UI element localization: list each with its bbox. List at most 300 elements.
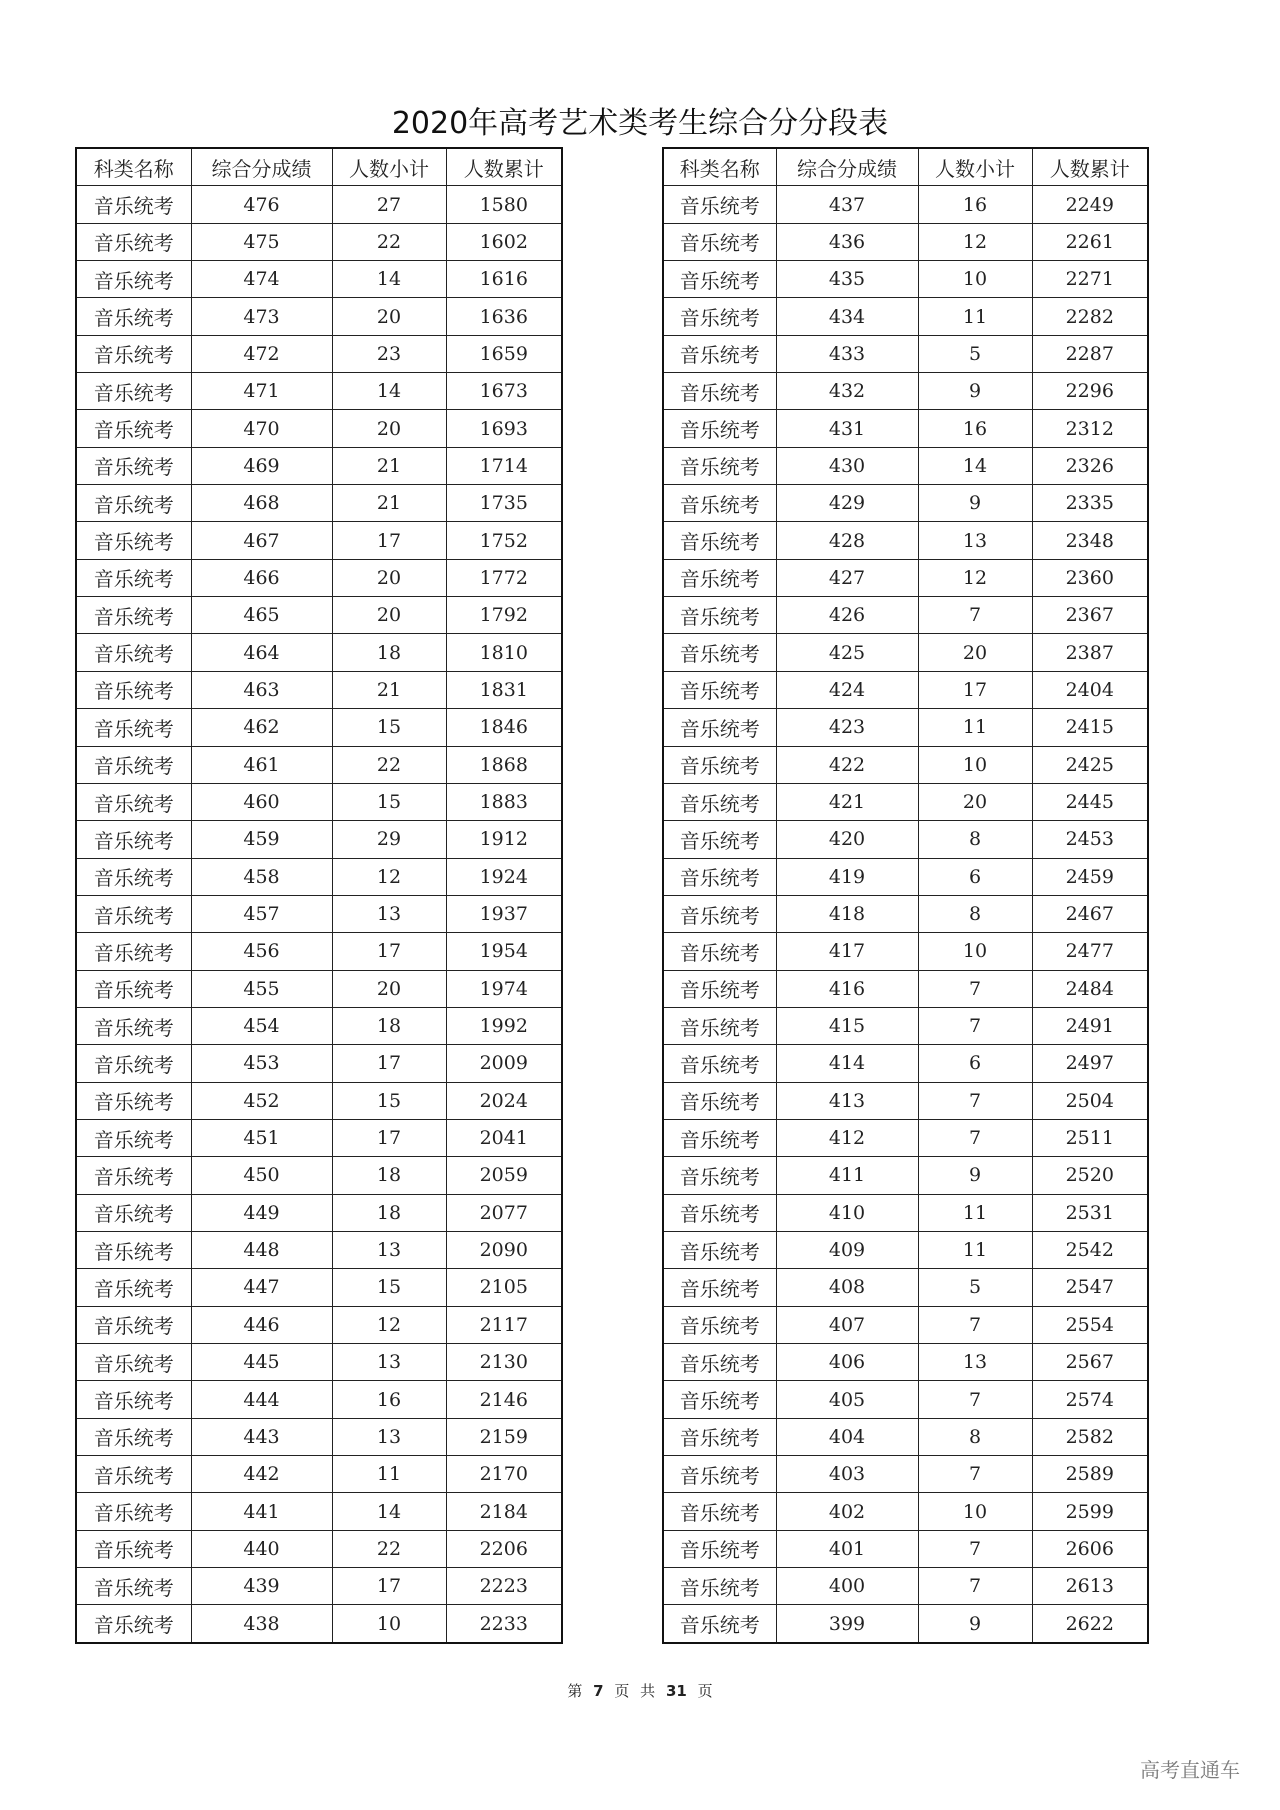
cell-cumulative: 2367 bbox=[1032, 597, 1148, 634]
cell-count: 20 bbox=[332, 970, 446, 1007]
cell-cumulative: 2574 bbox=[1032, 1381, 1148, 1418]
column-header-cumulative: 人数累计 bbox=[1032, 148, 1148, 186]
cell-count: 6 bbox=[918, 1045, 1032, 1082]
cell-cumulative: 1616 bbox=[446, 261, 562, 298]
column-header-category: 科类名称 bbox=[663, 148, 776, 186]
table-row bbox=[663, 634, 1148, 671]
cell-score: 442 bbox=[191, 1456, 332, 1493]
cell-cumulative: 2130 bbox=[446, 1344, 562, 1381]
cell-cumulative: 2296 bbox=[1032, 373, 1148, 410]
table-row bbox=[76, 298, 562, 335]
cell-category: 音乐统考 bbox=[663, 223, 776, 260]
cell-category: 音乐统考 bbox=[76, 522, 191, 559]
cell-count: 11 bbox=[918, 1231, 1032, 1268]
cell-category: 音乐统考 bbox=[663, 1119, 776, 1156]
table-row bbox=[663, 746, 1148, 783]
cell-cumulative: 2445 bbox=[1032, 783, 1148, 820]
cell-score: 464 bbox=[191, 634, 332, 671]
table-row bbox=[663, 933, 1148, 970]
table-row bbox=[663, 783, 1148, 820]
cell-count: 10 bbox=[918, 746, 1032, 783]
cell-score: 432 bbox=[776, 373, 918, 410]
cell-category: 音乐统考 bbox=[663, 261, 776, 298]
cell-count: 12 bbox=[332, 1306, 446, 1343]
cell-count: 15 bbox=[332, 783, 446, 820]
cell-category: 音乐统考 bbox=[76, 709, 191, 746]
cell-cumulative: 2146 bbox=[446, 1381, 562, 1418]
cell-cumulative: 2170 bbox=[446, 1456, 562, 1493]
table-row bbox=[663, 1456, 1148, 1493]
cell-score: 429 bbox=[776, 485, 918, 522]
footer-prefix: 第 bbox=[567, 1682, 583, 1700]
cell-category: 音乐统考 bbox=[663, 671, 776, 708]
cell-cumulative: 2387 bbox=[1032, 634, 1148, 671]
cell-cumulative: 1937 bbox=[446, 895, 562, 932]
cell-score: 422 bbox=[776, 746, 918, 783]
cell-count: 7 bbox=[918, 1530, 1032, 1567]
cell-cumulative: 1846 bbox=[446, 709, 562, 746]
table-row bbox=[76, 1045, 562, 1082]
cell-category: 音乐统考 bbox=[76, 559, 191, 596]
cell-count: 14 bbox=[332, 1493, 446, 1530]
cell-category: 音乐统考 bbox=[76, 1231, 191, 1268]
cell-score: 408 bbox=[776, 1269, 918, 1306]
cell-cumulative: 2491 bbox=[1032, 1007, 1148, 1044]
cell-cumulative: 1714 bbox=[446, 447, 562, 484]
table-header-row bbox=[76, 148, 562, 186]
cell-cumulative: 2233 bbox=[446, 1605, 562, 1643]
table-row bbox=[663, 1231, 1148, 1268]
table-row bbox=[663, 447, 1148, 484]
cell-category: 音乐统考 bbox=[76, 1194, 191, 1231]
table-row bbox=[76, 1119, 562, 1156]
column-header-count: 人数小计 bbox=[918, 148, 1032, 186]
table-row bbox=[76, 1007, 562, 1044]
cell-category: 音乐统考 bbox=[663, 559, 776, 596]
cell-count: 20 bbox=[918, 783, 1032, 820]
cell-category: 音乐统考 bbox=[76, 298, 191, 335]
cell-count: 5 bbox=[918, 335, 1032, 372]
cell-count: 6 bbox=[918, 858, 1032, 895]
cell-cumulative: 2287 bbox=[1032, 335, 1148, 372]
cell-score: 445 bbox=[191, 1344, 332, 1381]
cell-score: 456 bbox=[191, 933, 332, 970]
cell-category: 音乐统考 bbox=[663, 335, 776, 372]
cell-count: 20 bbox=[332, 559, 446, 596]
cell-cumulative: 2531 bbox=[1032, 1194, 1148, 1231]
table-row bbox=[663, 895, 1148, 932]
cell-score: 475 bbox=[191, 223, 332, 260]
cell-score: 430 bbox=[776, 447, 918, 484]
table-row bbox=[76, 1530, 562, 1567]
cell-category: 音乐统考 bbox=[663, 970, 776, 1007]
table-row bbox=[76, 933, 562, 970]
cell-count: 7 bbox=[918, 1119, 1032, 1156]
table-row bbox=[76, 1082, 562, 1119]
cell-count: 14 bbox=[332, 373, 446, 410]
cell-count: 16 bbox=[918, 410, 1032, 447]
cell-score: 410 bbox=[776, 1194, 918, 1231]
table-row bbox=[76, 1418, 562, 1455]
cell-count: 21 bbox=[332, 447, 446, 484]
table-row bbox=[76, 261, 562, 298]
cell-score: 407 bbox=[776, 1306, 918, 1343]
table-row bbox=[76, 1306, 562, 1343]
cell-count: 14 bbox=[918, 447, 1032, 484]
cell-category: 音乐统考 bbox=[76, 1306, 191, 1343]
table-row bbox=[663, 485, 1148, 522]
cell-score: 423 bbox=[776, 709, 918, 746]
cell-count: 27 bbox=[332, 186, 446, 223]
cell-cumulative: 1954 bbox=[446, 933, 562, 970]
table-row bbox=[663, 1381, 1148, 1418]
cell-category: 音乐统考 bbox=[76, 895, 191, 932]
table-row bbox=[76, 1194, 562, 1231]
cell-cumulative: 1580 bbox=[446, 186, 562, 223]
cell-category: 音乐统考 bbox=[76, 597, 191, 634]
cell-score: 428 bbox=[776, 522, 918, 559]
cell-category: 音乐统考 bbox=[76, 335, 191, 372]
table-row bbox=[663, 223, 1148, 260]
total-page-count: 31 bbox=[665, 1682, 687, 1700]
cell-score: 425 bbox=[776, 634, 918, 671]
cell-category: 音乐统考 bbox=[76, 783, 191, 820]
cell-score: 474 bbox=[191, 261, 332, 298]
watermark: 高考直通车 bbox=[1140, 1758, 1240, 1782]
cell-category: 音乐统考 bbox=[76, 1007, 191, 1044]
table-row bbox=[76, 485, 562, 522]
table-body-left bbox=[76, 186, 562, 1643]
cell-count: 18 bbox=[332, 1194, 446, 1231]
table-row bbox=[76, 783, 562, 820]
table-row bbox=[663, 1119, 1148, 1156]
cell-score: 447 bbox=[191, 1269, 332, 1306]
cell-count: 16 bbox=[332, 1381, 446, 1418]
table-row bbox=[663, 1082, 1148, 1119]
table-row bbox=[663, 410, 1148, 447]
cell-score: 449 bbox=[191, 1194, 332, 1231]
cell-category: 音乐统考 bbox=[663, 858, 776, 895]
cell-cumulative: 1992 bbox=[446, 1007, 562, 1044]
cell-score: 438 bbox=[191, 1605, 332, 1643]
cell-cumulative: 2415 bbox=[1032, 709, 1148, 746]
cell-score: 415 bbox=[776, 1007, 918, 1044]
cell-count: 10 bbox=[332, 1605, 446, 1643]
cell-cumulative: 2554 bbox=[1032, 1306, 1148, 1343]
cell-category: 音乐统考 bbox=[663, 410, 776, 447]
table-row bbox=[76, 373, 562, 410]
cell-cumulative: 2582 bbox=[1032, 1418, 1148, 1455]
cell-category: 音乐统考 bbox=[76, 1344, 191, 1381]
cell-category: 音乐统考 bbox=[76, 821, 191, 858]
table-row bbox=[663, 1530, 1148, 1567]
column-header-category: 科类名称 bbox=[76, 148, 191, 186]
cell-count: 17 bbox=[918, 671, 1032, 708]
cell-category: 音乐统考 bbox=[663, 1231, 776, 1268]
cell-score: 462 bbox=[191, 709, 332, 746]
cell-category: 音乐统考 bbox=[663, 1381, 776, 1418]
cell-count: 15 bbox=[332, 709, 446, 746]
cell-cumulative: 1602 bbox=[446, 223, 562, 260]
cell-count: 21 bbox=[332, 485, 446, 522]
table-row bbox=[663, 298, 1148, 335]
cell-category: 音乐统考 bbox=[76, 634, 191, 671]
cell-category: 音乐统考 bbox=[76, 373, 191, 410]
cell-score: 433 bbox=[776, 335, 918, 372]
table-row bbox=[663, 1568, 1148, 1605]
cell-cumulative: 2484 bbox=[1032, 970, 1148, 1007]
cell-category: 音乐统考 bbox=[76, 1493, 191, 1530]
cell-category: 音乐统考 bbox=[76, 1269, 191, 1306]
cell-score: 473 bbox=[191, 298, 332, 335]
cell-cumulative: 2326 bbox=[1032, 447, 1148, 484]
cell-cumulative: 1912 bbox=[446, 821, 562, 858]
cell-count: 13 bbox=[918, 522, 1032, 559]
cell-cumulative: 1693 bbox=[446, 410, 562, 447]
cell-score: 441 bbox=[191, 1493, 332, 1530]
cell-count: 8 bbox=[918, 1418, 1032, 1455]
cell-score: 418 bbox=[776, 895, 918, 932]
cell-count: 7 bbox=[918, 1568, 1032, 1605]
table-row bbox=[663, 373, 1148, 410]
column-header-count: 人数小计 bbox=[332, 148, 446, 186]
cell-score: 448 bbox=[191, 1231, 332, 1268]
cell-count: 20 bbox=[918, 634, 1032, 671]
cell-count: 8 bbox=[918, 821, 1032, 858]
table-row bbox=[76, 671, 562, 708]
cell-cumulative: 1792 bbox=[446, 597, 562, 634]
cell-cumulative: 2261 bbox=[1032, 223, 1148, 260]
cell-category: 音乐统考 bbox=[76, 1045, 191, 1082]
cell-cumulative: 2282 bbox=[1032, 298, 1148, 335]
cell-category: 音乐统考 bbox=[76, 1568, 191, 1605]
cell-cumulative: 2009 bbox=[446, 1045, 562, 1082]
cell-count: 29 bbox=[332, 821, 446, 858]
cell-category: 音乐统考 bbox=[663, 709, 776, 746]
cell-score: 455 bbox=[191, 970, 332, 1007]
cell-count: 15 bbox=[332, 1082, 446, 1119]
table-row bbox=[663, 1157, 1148, 1194]
cell-count: 7 bbox=[918, 970, 1032, 1007]
table-row bbox=[663, 1269, 1148, 1306]
table-row bbox=[663, 821, 1148, 858]
cell-category: 音乐统考 bbox=[663, 1269, 776, 1306]
cell-count: 10 bbox=[918, 261, 1032, 298]
cell-cumulative: 2589 bbox=[1032, 1456, 1148, 1493]
cell-score: 412 bbox=[776, 1119, 918, 1156]
cell-count: 11 bbox=[918, 709, 1032, 746]
cell-count: 8 bbox=[918, 895, 1032, 932]
cell-count: 23 bbox=[332, 335, 446, 372]
table-row bbox=[663, 1007, 1148, 1044]
cell-score: 411 bbox=[776, 1157, 918, 1194]
cell-cumulative: 2206 bbox=[446, 1530, 562, 1567]
cell-cumulative: 2477 bbox=[1032, 933, 1148, 970]
cell-score: 451 bbox=[191, 1119, 332, 1156]
score-table-left bbox=[75, 147, 563, 1644]
cell-score: 414 bbox=[776, 1045, 918, 1082]
cell-cumulative: 2041 bbox=[446, 1119, 562, 1156]
cell-score: 472 bbox=[191, 335, 332, 372]
cell-cumulative: 2159 bbox=[446, 1418, 562, 1455]
cell-score: 405 bbox=[776, 1381, 918, 1418]
table-row bbox=[76, 186, 562, 223]
table-row bbox=[76, 335, 562, 372]
cell-count: 13 bbox=[332, 1344, 446, 1381]
page-title: 2020年高考艺术类考生综合分分段表 bbox=[391, 106, 889, 141]
cell-score: 440 bbox=[191, 1530, 332, 1567]
cell-category: 音乐统考 bbox=[76, 746, 191, 783]
cell-count: 22 bbox=[332, 746, 446, 783]
cell-cumulative: 1636 bbox=[446, 298, 562, 335]
cell-count: 12 bbox=[918, 223, 1032, 260]
cell-cumulative: 1772 bbox=[446, 559, 562, 596]
cell-category: 音乐统考 bbox=[76, 1605, 191, 1643]
table-row bbox=[663, 597, 1148, 634]
cell-score: 471 bbox=[191, 373, 332, 410]
table-row bbox=[663, 709, 1148, 746]
column-header-score: 综合分成绩 bbox=[776, 148, 918, 186]
footer-mid: 页 共 bbox=[614, 1682, 656, 1700]
table-body-right bbox=[663, 186, 1148, 1643]
table-row bbox=[663, 1045, 1148, 1082]
cell-category: 音乐统考 bbox=[663, 1157, 776, 1194]
cell-count: 20 bbox=[332, 298, 446, 335]
cell-score: 426 bbox=[776, 597, 918, 634]
cell-score: 467 bbox=[191, 522, 332, 559]
cell-cumulative: 2613 bbox=[1032, 1568, 1148, 1605]
cell-score: 416 bbox=[776, 970, 918, 1007]
cell-score: 419 bbox=[776, 858, 918, 895]
cell-score: 413 bbox=[776, 1082, 918, 1119]
cell-count: 9 bbox=[918, 1157, 1032, 1194]
cell-count: 11 bbox=[918, 298, 1032, 335]
cell-cumulative: 2520 bbox=[1032, 1157, 1148, 1194]
cell-cumulative: 2567 bbox=[1032, 1344, 1148, 1381]
cell-category: 音乐统考 bbox=[663, 1045, 776, 1082]
table-row bbox=[76, 1568, 562, 1605]
cell-count: 5 bbox=[918, 1269, 1032, 1306]
cell-score: 400 bbox=[776, 1568, 918, 1605]
cell-cumulative: 1810 bbox=[446, 634, 562, 671]
cell-cumulative: 1974 bbox=[446, 970, 562, 1007]
cell-score: 402 bbox=[776, 1493, 918, 1530]
cell-score: 406 bbox=[776, 1344, 918, 1381]
cell-count: 12 bbox=[918, 559, 1032, 596]
cell-cumulative: 2223 bbox=[446, 1568, 562, 1605]
cell-cumulative: 2404 bbox=[1032, 671, 1148, 708]
cell-category: 音乐统考 bbox=[663, 1530, 776, 1567]
cell-cumulative: 2348 bbox=[1032, 522, 1148, 559]
cell-score: 404 bbox=[776, 1418, 918, 1455]
cell-count: 16 bbox=[918, 186, 1032, 223]
cell-category: 音乐统考 bbox=[663, 1194, 776, 1231]
cell-category: 音乐统考 bbox=[76, 223, 191, 260]
cell-category: 音乐统考 bbox=[663, 1306, 776, 1343]
cell-category: 音乐统考 bbox=[663, 373, 776, 410]
cell-score: 457 bbox=[191, 895, 332, 932]
cell-score: 399 bbox=[776, 1605, 918, 1643]
cell-score: 434 bbox=[776, 298, 918, 335]
table-row bbox=[76, 858, 562, 895]
cell-cumulative: 2599 bbox=[1032, 1493, 1148, 1530]
cell-count: 18 bbox=[332, 1007, 446, 1044]
cell-category: 音乐统考 bbox=[76, 186, 191, 223]
table-row bbox=[76, 821, 562, 858]
table-row bbox=[76, 1231, 562, 1268]
cell-cumulative: 1831 bbox=[446, 671, 562, 708]
page-footer bbox=[0, 1680, 1280, 1702]
table-row bbox=[663, 261, 1148, 298]
cell-score: 443 bbox=[191, 1418, 332, 1455]
column-header-score: 综合分成绩 bbox=[191, 148, 332, 186]
cell-score: 453 bbox=[191, 1045, 332, 1082]
cell-category: 音乐统考 bbox=[663, 522, 776, 559]
cell-cumulative: 2335 bbox=[1032, 485, 1148, 522]
cell-cumulative: 2606 bbox=[1032, 1530, 1148, 1567]
cell-cumulative: 1868 bbox=[446, 746, 562, 783]
cell-category: 音乐统考 bbox=[663, 597, 776, 634]
cell-count: 17 bbox=[332, 1119, 446, 1156]
cell-category: 音乐统考 bbox=[663, 1456, 776, 1493]
cell-cumulative: 2184 bbox=[446, 1493, 562, 1530]
cell-count: 14 bbox=[332, 261, 446, 298]
cell-score: 468 bbox=[191, 485, 332, 522]
cell-cumulative: 2059 bbox=[446, 1157, 562, 1194]
table-row bbox=[663, 522, 1148, 559]
table-row bbox=[663, 671, 1148, 708]
cell-count: 7 bbox=[918, 1007, 1032, 1044]
cell-count: 17 bbox=[332, 1045, 446, 1082]
cell-count: 18 bbox=[332, 1157, 446, 1194]
cell-score: 403 bbox=[776, 1456, 918, 1493]
table-row bbox=[663, 1306, 1148, 1343]
cell-category: 音乐统考 bbox=[76, 671, 191, 708]
cell-count: 13 bbox=[332, 895, 446, 932]
cell-count: 11 bbox=[332, 1456, 446, 1493]
cell-score: 444 bbox=[191, 1381, 332, 1418]
cell-category: 音乐统考 bbox=[663, 933, 776, 970]
cell-count: 13 bbox=[332, 1231, 446, 1268]
table-row bbox=[76, 709, 562, 746]
cell-cumulative: 1673 bbox=[446, 373, 562, 410]
cell-score: 469 bbox=[191, 447, 332, 484]
cell-category: 音乐统考 bbox=[663, 1493, 776, 1530]
cell-count: 11 bbox=[918, 1194, 1032, 1231]
table-row bbox=[76, 1456, 562, 1493]
cell-category: 音乐统考 bbox=[76, 447, 191, 484]
cell-category: 音乐统考 bbox=[663, 1007, 776, 1044]
table-row bbox=[76, 634, 562, 671]
cell-category: 音乐统考 bbox=[76, 410, 191, 447]
cell-score: 458 bbox=[191, 858, 332, 895]
cell-score: 454 bbox=[191, 1007, 332, 1044]
cell-count: 22 bbox=[332, 1530, 446, 1567]
table-header-row bbox=[663, 148, 1148, 186]
cell-category: 音乐统考 bbox=[76, 485, 191, 522]
table-row bbox=[663, 858, 1148, 895]
table-row bbox=[76, 1157, 562, 1194]
cell-category: 音乐统考 bbox=[663, 1605, 776, 1643]
cell-count: 7 bbox=[918, 1456, 1032, 1493]
table-row bbox=[76, 559, 562, 596]
cell-category: 音乐统考 bbox=[663, 1344, 776, 1381]
cell-count: 17 bbox=[332, 522, 446, 559]
cell-cumulative: 1924 bbox=[446, 858, 562, 895]
cell-count: 9 bbox=[918, 485, 1032, 522]
table-row bbox=[76, 1493, 562, 1530]
cell-score: 470 bbox=[191, 410, 332, 447]
